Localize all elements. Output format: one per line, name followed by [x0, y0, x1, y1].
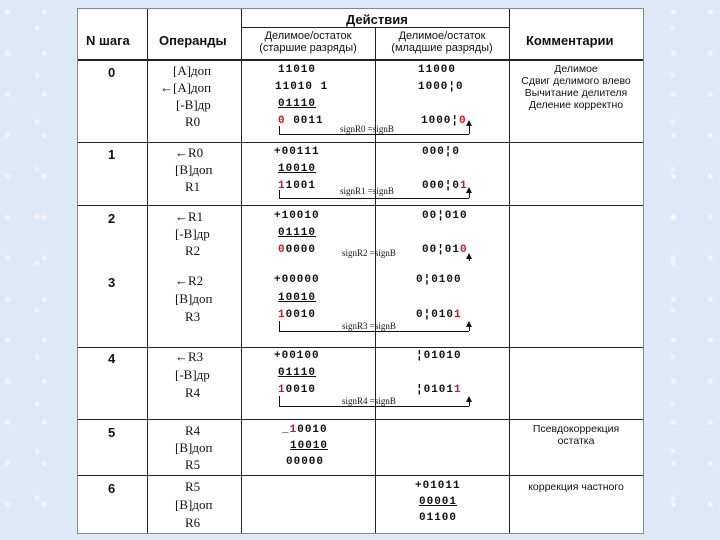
header-low: Делимое/остаток (младшие разряды)	[391, 30, 493, 54]
operand: [-B]др	[175, 226, 210, 241]
operand: R5	[185, 479, 201, 494]
low-bits: +01011	[415, 480, 461, 492]
operand: R1	[185, 179, 201, 194]
header-high: Делимое/остаток (старшие разряды)	[259, 30, 357, 54]
header-comment: Комментарии	[526, 33, 614, 48]
sign-note: signR2 =signB	[342, 248, 396, 258]
step-number: 1	[108, 147, 116, 162]
high-bits-result: 00000	[278, 244, 317, 256]
high-bits: +00100	[274, 350, 320, 362]
operand: R3	[185, 309, 201, 324]
operand: [B]доп	[175, 440, 213, 455]
low-bits: 00001	[419, 496, 458, 508]
connector-line	[279, 126, 280, 134]
row-divider	[78, 205, 643, 206]
operand: [-B]др	[176, 97, 211, 112]
low-bits-result: 000¦01	[422, 180, 468, 192]
col-divider	[241, 9, 242, 533]
high-bits-result: 00000	[286, 456, 325, 468]
comment: коррекция частного	[528, 481, 624, 493]
operand: [B]доп	[175, 497, 213, 512]
connector-line	[279, 406, 469, 407]
connector-line	[279, 134, 469, 135]
step-number: 4	[108, 351, 116, 366]
operand: R2	[185, 243, 201, 258]
low-bits: 11000	[418, 64, 457, 76]
low-bits: 1000¦0	[418, 81, 464, 93]
high-bits: +00111	[274, 146, 320, 158]
step-number: 6	[108, 481, 116, 496]
operand: R4	[185, 423, 201, 438]
step-number: 2	[108, 211, 116, 226]
operand: ←[A]доп	[160, 80, 212, 95]
row-divider	[78, 475, 643, 476]
high-bits: 10010	[278, 163, 317, 175]
operand: R4	[185, 385, 201, 400]
high-bits: 01110	[278, 227, 317, 239]
operand: ←R1	[175, 209, 204, 224]
comment: Псевдокоррекция остатка	[532, 423, 620, 447]
high-bits: 10010	[290, 440, 329, 452]
operand: [B]доп	[175, 291, 213, 306]
connector-line	[469, 257, 470, 261]
row-divider	[78, 347, 643, 348]
operand: [B]доп	[175, 162, 213, 177]
low-bits-result: 00¦010	[422, 244, 468, 256]
high-bits-result: 10010	[278, 309, 317, 321]
operand: ←R0	[175, 145, 204, 160]
connector-line	[279, 321, 280, 331]
col-divider	[375, 27, 376, 533]
arrow-head-icon	[466, 321, 472, 327]
comment: Делимое Сдвиг делимого влево Вычитание делителя Деление корректно	[521, 63, 631, 111]
sign-note: signR1 =signB	[340, 186, 394, 196]
low-bits: 0¦0100	[416, 274, 462, 286]
high-bits: _10010	[282, 424, 328, 436]
arrow-head-icon	[466, 120, 472, 126]
col-divider	[147, 9, 148, 533]
connector-line	[279, 396, 280, 406]
step-number: 5	[108, 425, 116, 440]
connector-line	[279, 190, 280, 198]
arrow-head-icon	[466, 187, 472, 193]
low-bits: 00¦010	[422, 210, 468, 222]
operand: [-B]др	[175, 367, 210, 382]
high-bits: 10010	[278, 292, 317, 304]
high-bits-result: 0 0011	[278, 115, 324, 127]
arrow-head-icon	[466, 396, 472, 402]
sign-note: signR3 =signB	[342, 321, 396, 331]
high-bits-result: 10010	[278, 384, 317, 396]
sign-note: signR0 =signB	[340, 124, 394, 134]
connector-line	[279, 331, 469, 332]
step-number: 0	[108, 65, 116, 80]
header-divider	[78, 59, 643, 61]
high-bits: +10010	[274, 210, 320, 222]
operand: R5	[185, 457, 201, 472]
low-bits-result: 01100	[419, 512, 458, 524]
low-bits-result: 1000¦0	[421, 115, 467, 127]
low-bits: 000¦0	[422, 146, 461, 158]
step-number: 3	[108, 275, 116, 290]
row-divider	[78, 419, 643, 420]
operand: R6	[185, 515, 201, 530]
high-bits: 01110	[278, 98, 317, 110]
low-bits: ¦01010	[416, 350, 462, 362]
header-step: N шага	[86, 33, 130, 48]
connector-line	[279, 198, 469, 199]
high-bits: +00000	[274, 274, 320, 286]
low-bits-result: ¦01011	[416, 384, 462, 396]
high-bits-result: 11001	[278, 180, 317, 192]
division-table	[77, 8, 644, 534]
header-actions: Действия	[346, 12, 408, 27]
header-operands: Операнды	[159, 33, 227, 48]
operand: ←R3	[175, 349, 204, 364]
operand: R0	[185, 114, 201, 129]
high-bits: 11010	[278, 64, 317, 76]
low-bits-result: 0¦0101	[416, 309, 462, 321]
col-divider	[509, 9, 510, 533]
high-bits: 11010 1	[275, 81, 329, 93]
operand: ←R2	[175, 273, 204, 288]
sign-note: signR4 =signB	[342, 396, 396, 406]
operand: [A]доп	[173, 63, 212, 78]
row-divider	[78, 142, 643, 143]
high-bits: 01110	[278, 367, 317, 379]
